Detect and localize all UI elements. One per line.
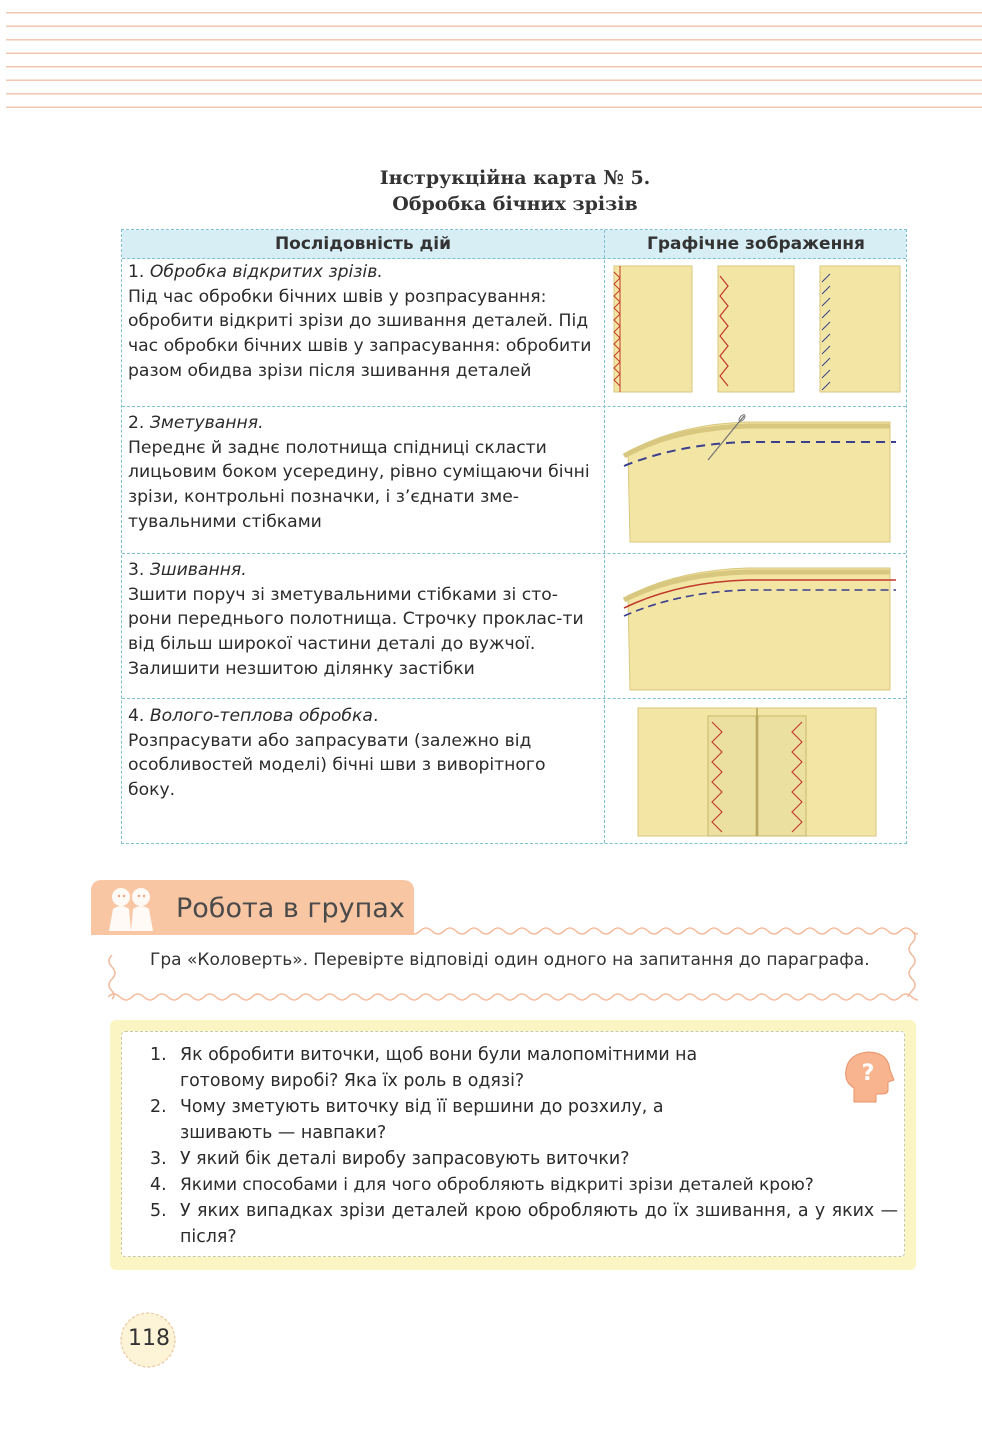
pressed-seam-illustration (608, 702, 906, 842)
table-row (128, 411, 598, 535)
step-number: 2. (128, 413, 150, 433)
step-title: Волого-теплова обробка (149, 706, 373, 726)
table-row: 4. Волого-теплова обробка. Розпрасувати або запрасувати (залежно від особливостей моделі) бічні шви з виворітного боку. (128, 704, 598, 803)
group-work-text: Гра «Коловерть». Перевірте відповіді один одного на запитання до параграфа. (150, 950, 870, 970)
table-row (128, 558, 598, 682)
step-title: Зметування. (149, 413, 264, 433)
children-group-icon (99, 883, 163, 933)
instruction-table (121, 229, 907, 844)
step-text: Переднє й заднє полотнища спідниці скласти лицьовим боком усередину, рівно суміщаючи бічні зрізи, контрольні позначки, і з’єднати зме-тувальними стібками (128, 437, 590, 532)
table-header (122, 230, 906, 259)
list-item: 2. Чому зметують виточку від її вершини до розхилу, а зшивають — навпаки? (150, 1097, 664, 1143)
list-item: 3. У який бік деталі виробу запрасовують виточки? (150, 1149, 630, 1169)
column-divider (604, 230, 605, 843)
questions-list (150, 1042, 898, 1250)
page-number: 118 (128, 1326, 170, 1351)
table-row (128, 260, 598, 384)
list-item: 1. Як обробити виточки, щоб вони були малопомітними на готовому виробі? Яка їх роль в одязі? (150, 1045, 698, 1091)
head-question-icon (840, 1048, 896, 1106)
step-text: Під час обробки бічних швів у розпрасування: обробити відкриті зрізи до зшивання деталей. Під час обробки бічних швів у запрасування: обробити разом обидва зрізи після зшивання деталей (128, 286, 592, 381)
step-number: 4. (128, 706, 150, 726)
card-title: Інструкційна карта № 5. (379, 167, 651, 189)
step-text: Зшити поруч зі зметувальними стібками зі сто-рони переднього полотнища. Строчку проклас-ти від більш широкої частини деталі до вужчої. Залишити незшитою ділянку застібки (128, 584, 584, 679)
list-item: 5. У яких випадках зрізи деталей крою обробляють до їх зшивання, а у яких — після? (150, 1201, 898, 1247)
column-header-actions: Послідовність дій (274, 234, 452, 254)
stitching-illustration (608, 556, 906, 694)
column-header-graphics: Графічне зображення (647, 234, 865, 254)
step-number: 1. (128, 262, 150, 282)
group-work-title: Робота в групах (176, 893, 405, 924)
row-divider (122, 698, 906, 699)
step-number: 3. (128, 560, 150, 580)
step-text: Розпрасувати або запрасувати (залежно від особливостей моделі) бічні шви з виворітного боку. (128, 730, 546, 801)
step-title: Обробка відкритих зрізів. (149, 262, 383, 282)
row-divider (122, 553, 906, 554)
row-divider (122, 406, 906, 407)
card-subtitle: Обробка бічних зрізів (392, 193, 638, 215)
notebook-lines (6, 0, 982, 110)
basting-illustration (608, 410, 906, 548)
list-item: 4. Якими способами і для чого обробляють відкриті зрізи деталей крою? (150, 1175, 814, 1195)
edge-finish-illustration (608, 262, 906, 402)
svg-text:?: ? (861, 1061, 875, 1086)
step-title: Зшивання. (149, 560, 247, 580)
